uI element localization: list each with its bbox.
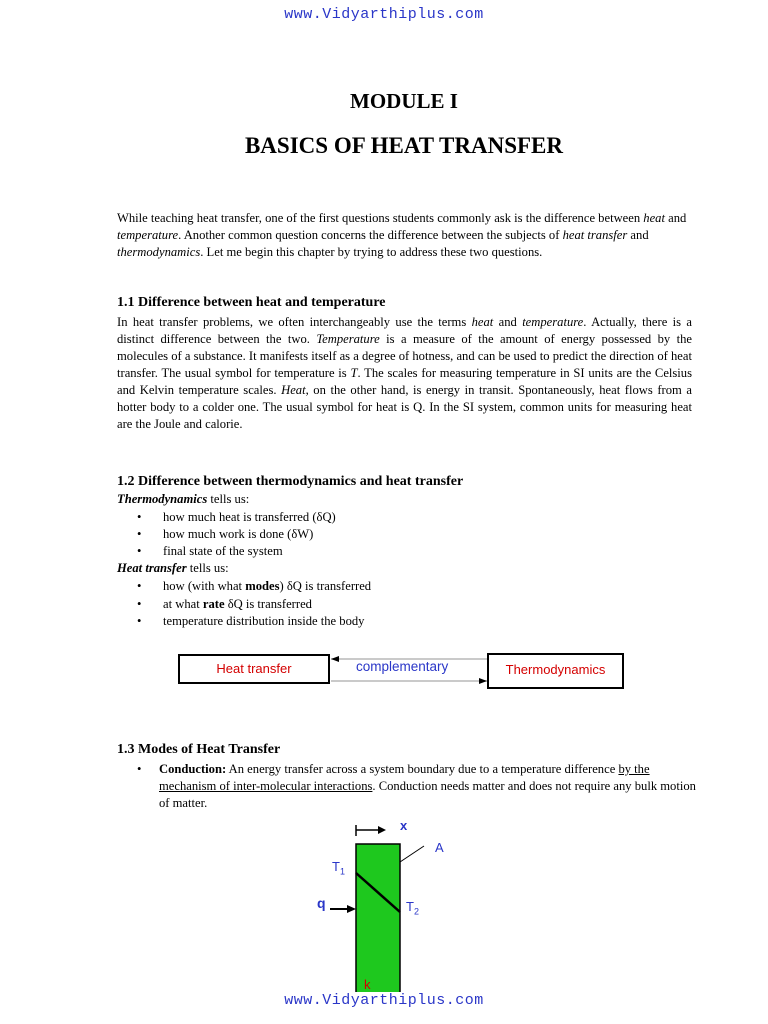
x-arrowhead-icon (378, 826, 386, 834)
list-item: • how much heat is transferred (δQ) (137, 510, 336, 524)
section-heading-1-1: 1.1 Difference between heat and temperature (117, 295, 386, 310)
chapter-title: BASICS OF HEAT TRANSFER (244, 133, 564, 158)
thermo-lead-line: Thermodynamics tells us: (117, 492, 250, 506)
complementary-label: complementary (356, 659, 449, 674)
list-item: • how much work is done (δW) (137, 527, 314, 541)
t1-label: $T_1$ (332, 859, 345, 877)
section-heading-1-3: 1.3 Modes of Heat Transfer (117, 742, 281, 757)
list-item: • how (with what modes) δQ is transferred (137, 579, 372, 593)
intro-paragraph: While teaching heat transfer, one of the first questions students commonly ask is the difference between heat and temperature. Another common question concerns the difference between the subjects of heat transfer and thermodynamics. Let me begin this chapter by trying to address these two questions. (117, 211, 687, 259)
q-arrowhead-icon (347, 905, 356, 913)
section-1-1-paragraph: In heat transfer problems, we often interchangeably use the terms heat and temperature. Actually, there is a distinct difference between the two. Temperature is a measure of the amount of energy possessed by the molecules of a substance. It manifests itself as a degree of hotness, and can be used to predict the direction of heat transfer. The usual symbol for temperature is T. The scales for measuring temperature in SI units are the Celsius and Kelvin temperature scales. Heat, on the other hand, is energy in transit. Spontaneously, heat flows from a hotter body to a colder one. The usual symbol for heat is Q. In the SI system, common units for measuring heat are the Joule and calorie. (117, 315, 692, 431)
conducting-slab (356, 844, 400, 1004)
list-item: • final state of the system (137, 544, 283, 558)
q-label: q (317, 895, 326, 911)
section-heading-1-2: 1.2 Difference between thermodynamics and heat transfer (117, 474, 464, 489)
conduction-item: • Conduction: An energy transfer across a system boundary due to a temperature difference by the mechanism of inter-molecular interactions. Conduction needs matter and does not require any bulk motion of matter. (137, 762, 696, 810)
site-footer-url[interactable]: www.Vidyarthiplus.com (0, 992, 768, 1009)
heat-transfer-lead-line: Heat transfer tells us: (117, 561, 229, 575)
area-label: A (435, 840, 444, 855)
module-title: MODULE I (350, 89, 458, 113)
x-label: x (400, 818, 408, 833)
list-item: • temperature distribution inside the body (137, 614, 365, 628)
site-header-url[interactable]: www.Vidyarthiplus.com (284, 6, 484, 23)
k-label: k (364, 977, 371, 992)
t2-label: $T_2$ (406, 899, 419, 917)
thermodynamics-box: Thermodynamics (487, 653, 624, 689)
heat-transfer-box: Heat transfer (178, 654, 330, 684)
area-leader-line (400, 846, 424, 862)
list-item: • at what rate δQ is transferred (137, 597, 312, 611)
